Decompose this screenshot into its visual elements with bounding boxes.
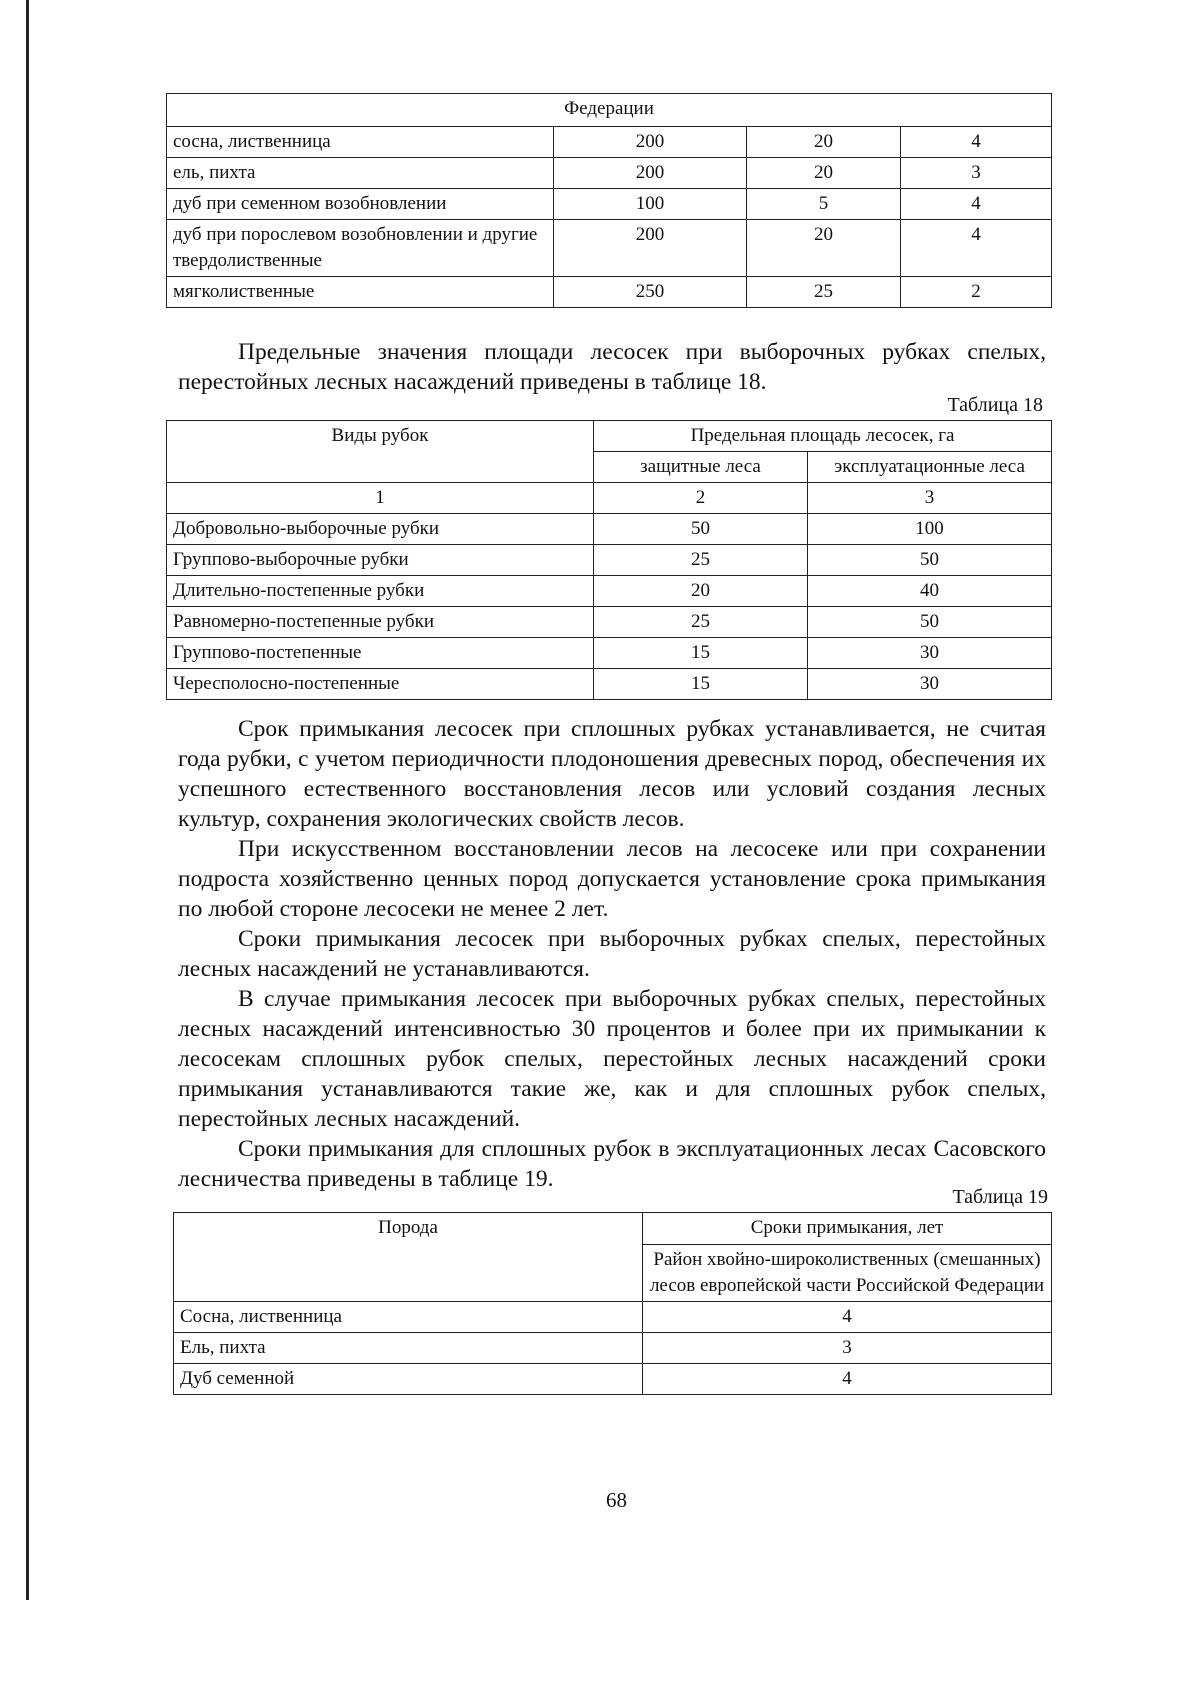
cell: 3 bbox=[901, 158, 1052, 189]
cell: 20 bbox=[747, 220, 901, 277]
cell: 20 bbox=[747, 158, 901, 189]
cell: 100 bbox=[554, 189, 747, 220]
cell: 20 bbox=[747, 127, 901, 158]
cell: Группово-постепенные bbox=[167, 638, 594, 669]
cell: 4 bbox=[643, 1364, 1052, 1395]
sub-header: эксплуатационные леса bbox=[808, 452, 1052, 483]
cell: 50 bbox=[808, 545, 1052, 576]
table-row bbox=[174, 1333, 1052, 1364]
paragraph: В случае примыкания лесосек при выборочных рубках спелых, перестойных лесных насаждений интенсивностью 30 процентов и более при их примыкании к лесосекам сплошных рубок спелых, перестойных лесных насаждений сроки примыкания устанавливаются такие же, как и для сплошных рубок спелых, перестойных лесных насаждений. bbox=[178, 986, 1046, 1132]
table-row bbox=[167, 189, 1052, 220]
paragraph: При искусственном восстановлении лесов на лесосеке или при сохранении подроста хозяйственно ценных пород допускается установление срока примыкания по любой стороне лесосеки не менее 2 лет. bbox=[178, 836, 1046, 922]
table-row bbox=[167, 545, 1052, 576]
table-17-continued bbox=[166, 93, 1052, 308]
cell: Длительно-постепенные рубки bbox=[167, 576, 594, 607]
intro-paragraph-18 bbox=[178, 337, 1046, 397]
paragraph: Предельные значения площади лесосек при выборочных рубках спелых, перестойных лесных насаждений приведены в таблице 18. bbox=[178, 339, 1046, 395]
table-19 bbox=[173, 1212, 1052, 1395]
cell: 200 bbox=[554, 220, 747, 277]
body-text bbox=[178, 714, 1046, 1194]
cell: 200 bbox=[554, 158, 747, 189]
paragraph: Срок примыкания лесосек при сплошных рубках устанавливается, не считая года рубки, с учетом периодичности плодоношения древесных пород, обеспечения их успешного естественного восстановления лесов или условий создания лесных культур, сохранения экологических свойств лесов. bbox=[178, 716, 1046, 832]
sub-header: Район хвойно-широколиственных (смешанных) лесов европейской части Российской Федерации bbox=[643, 1245, 1052, 1302]
table-row bbox=[167, 127, 1052, 158]
cell: 50 bbox=[808, 607, 1052, 638]
group-header: Предельная площадь лесосек, га bbox=[594, 421, 1052, 452]
cell: 30 bbox=[808, 669, 1052, 700]
cell: 3 bbox=[808, 483, 1052, 514]
cell: дуб при порослевом возобновлении и другие твердолиственные bbox=[167, 220, 554, 277]
cell: Дуб семенной bbox=[174, 1364, 643, 1395]
sub-header: защитные леса bbox=[594, 452, 808, 483]
table-row bbox=[167, 514, 1052, 545]
cell: 40 bbox=[808, 576, 1052, 607]
cell: Равномерно-постепенные рубки bbox=[167, 607, 594, 638]
column-numbers bbox=[167, 483, 1052, 514]
cell: Ель, пихта bbox=[174, 1333, 643, 1364]
table-header: Федерации bbox=[167, 94, 1052, 127]
group-header: Сроки примыкания, лет bbox=[643, 1213, 1052, 1245]
table-row bbox=[167, 158, 1052, 189]
cell: Сосна, лиственница bbox=[174, 1302, 643, 1333]
table-row bbox=[167, 220, 1052, 277]
cell: 4 bbox=[901, 127, 1052, 158]
cell: 3 bbox=[643, 1333, 1052, 1364]
cell: дуб при семенном возобновлении bbox=[167, 189, 554, 220]
cell: 1 bbox=[167, 483, 594, 514]
cell: 4 bbox=[901, 189, 1052, 220]
paragraph: Сроки примыкания для сплошных рубок в эксплуатационных лесах Сасовского лесничества приведены в таблице 19. bbox=[178, 1136, 1046, 1192]
page-number: 68 bbox=[606, 1488, 627, 1512]
cell: 25 bbox=[594, 607, 808, 638]
cell: 20 bbox=[594, 576, 808, 607]
table-18 bbox=[166, 420, 1052, 700]
table-row bbox=[174, 1302, 1052, 1333]
cell: 200 bbox=[554, 127, 747, 158]
table-row bbox=[167, 576, 1052, 607]
paragraph: Сроки примыкания лесосек при выборочных рубках спелых, перестойных лесных насаждений не устанавливаются. bbox=[178, 926, 1046, 982]
cell: 250 bbox=[554, 277, 747, 308]
cell: сосна, лиственница bbox=[167, 127, 554, 158]
cell: 50 bbox=[594, 514, 808, 545]
cell: 15 bbox=[594, 669, 808, 700]
cell: 25 bbox=[747, 277, 901, 308]
cell: 2 bbox=[901, 277, 1052, 308]
cell: Группово-выборочные рубки bbox=[167, 545, 594, 576]
table-row bbox=[167, 607, 1052, 638]
col-header: Виды рубок bbox=[167, 421, 594, 483]
cell: 5 bbox=[747, 189, 901, 220]
table-row bbox=[167, 638, 1052, 669]
cell: мягколиственные bbox=[167, 277, 554, 308]
table-row bbox=[167, 277, 1052, 308]
cell: ель, пихта bbox=[167, 158, 554, 189]
cell: 2 bbox=[594, 483, 808, 514]
cell: 15 bbox=[594, 638, 808, 669]
cell: 4 bbox=[901, 220, 1052, 277]
col-header: Порода bbox=[174, 1213, 643, 1302]
table-row bbox=[174, 1364, 1052, 1395]
table-row bbox=[167, 669, 1052, 700]
scan-edge bbox=[26, 0, 29, 1600]
cell: 25 bbox=[594, 545, 808, 576]
cell: 30 bbox=[808, 638, 1052, 669]
cell: Добровольно-выборочные рубки bbox=[167, 514, 594, 545]
table-18-caption: Таблица 18 bbox=[947, 394, 1043, 416]
cell: 100 bbox=[808, 514, 1052, 545]
cell: Чересполосно-постепенные bbox=[167, 669, 594, 700]
table-19-caption: Таблица 19 bbox=[952, 1186, 1048, 1208]
cell: 4 bbox=[643, 1302, 1052, 1333]
